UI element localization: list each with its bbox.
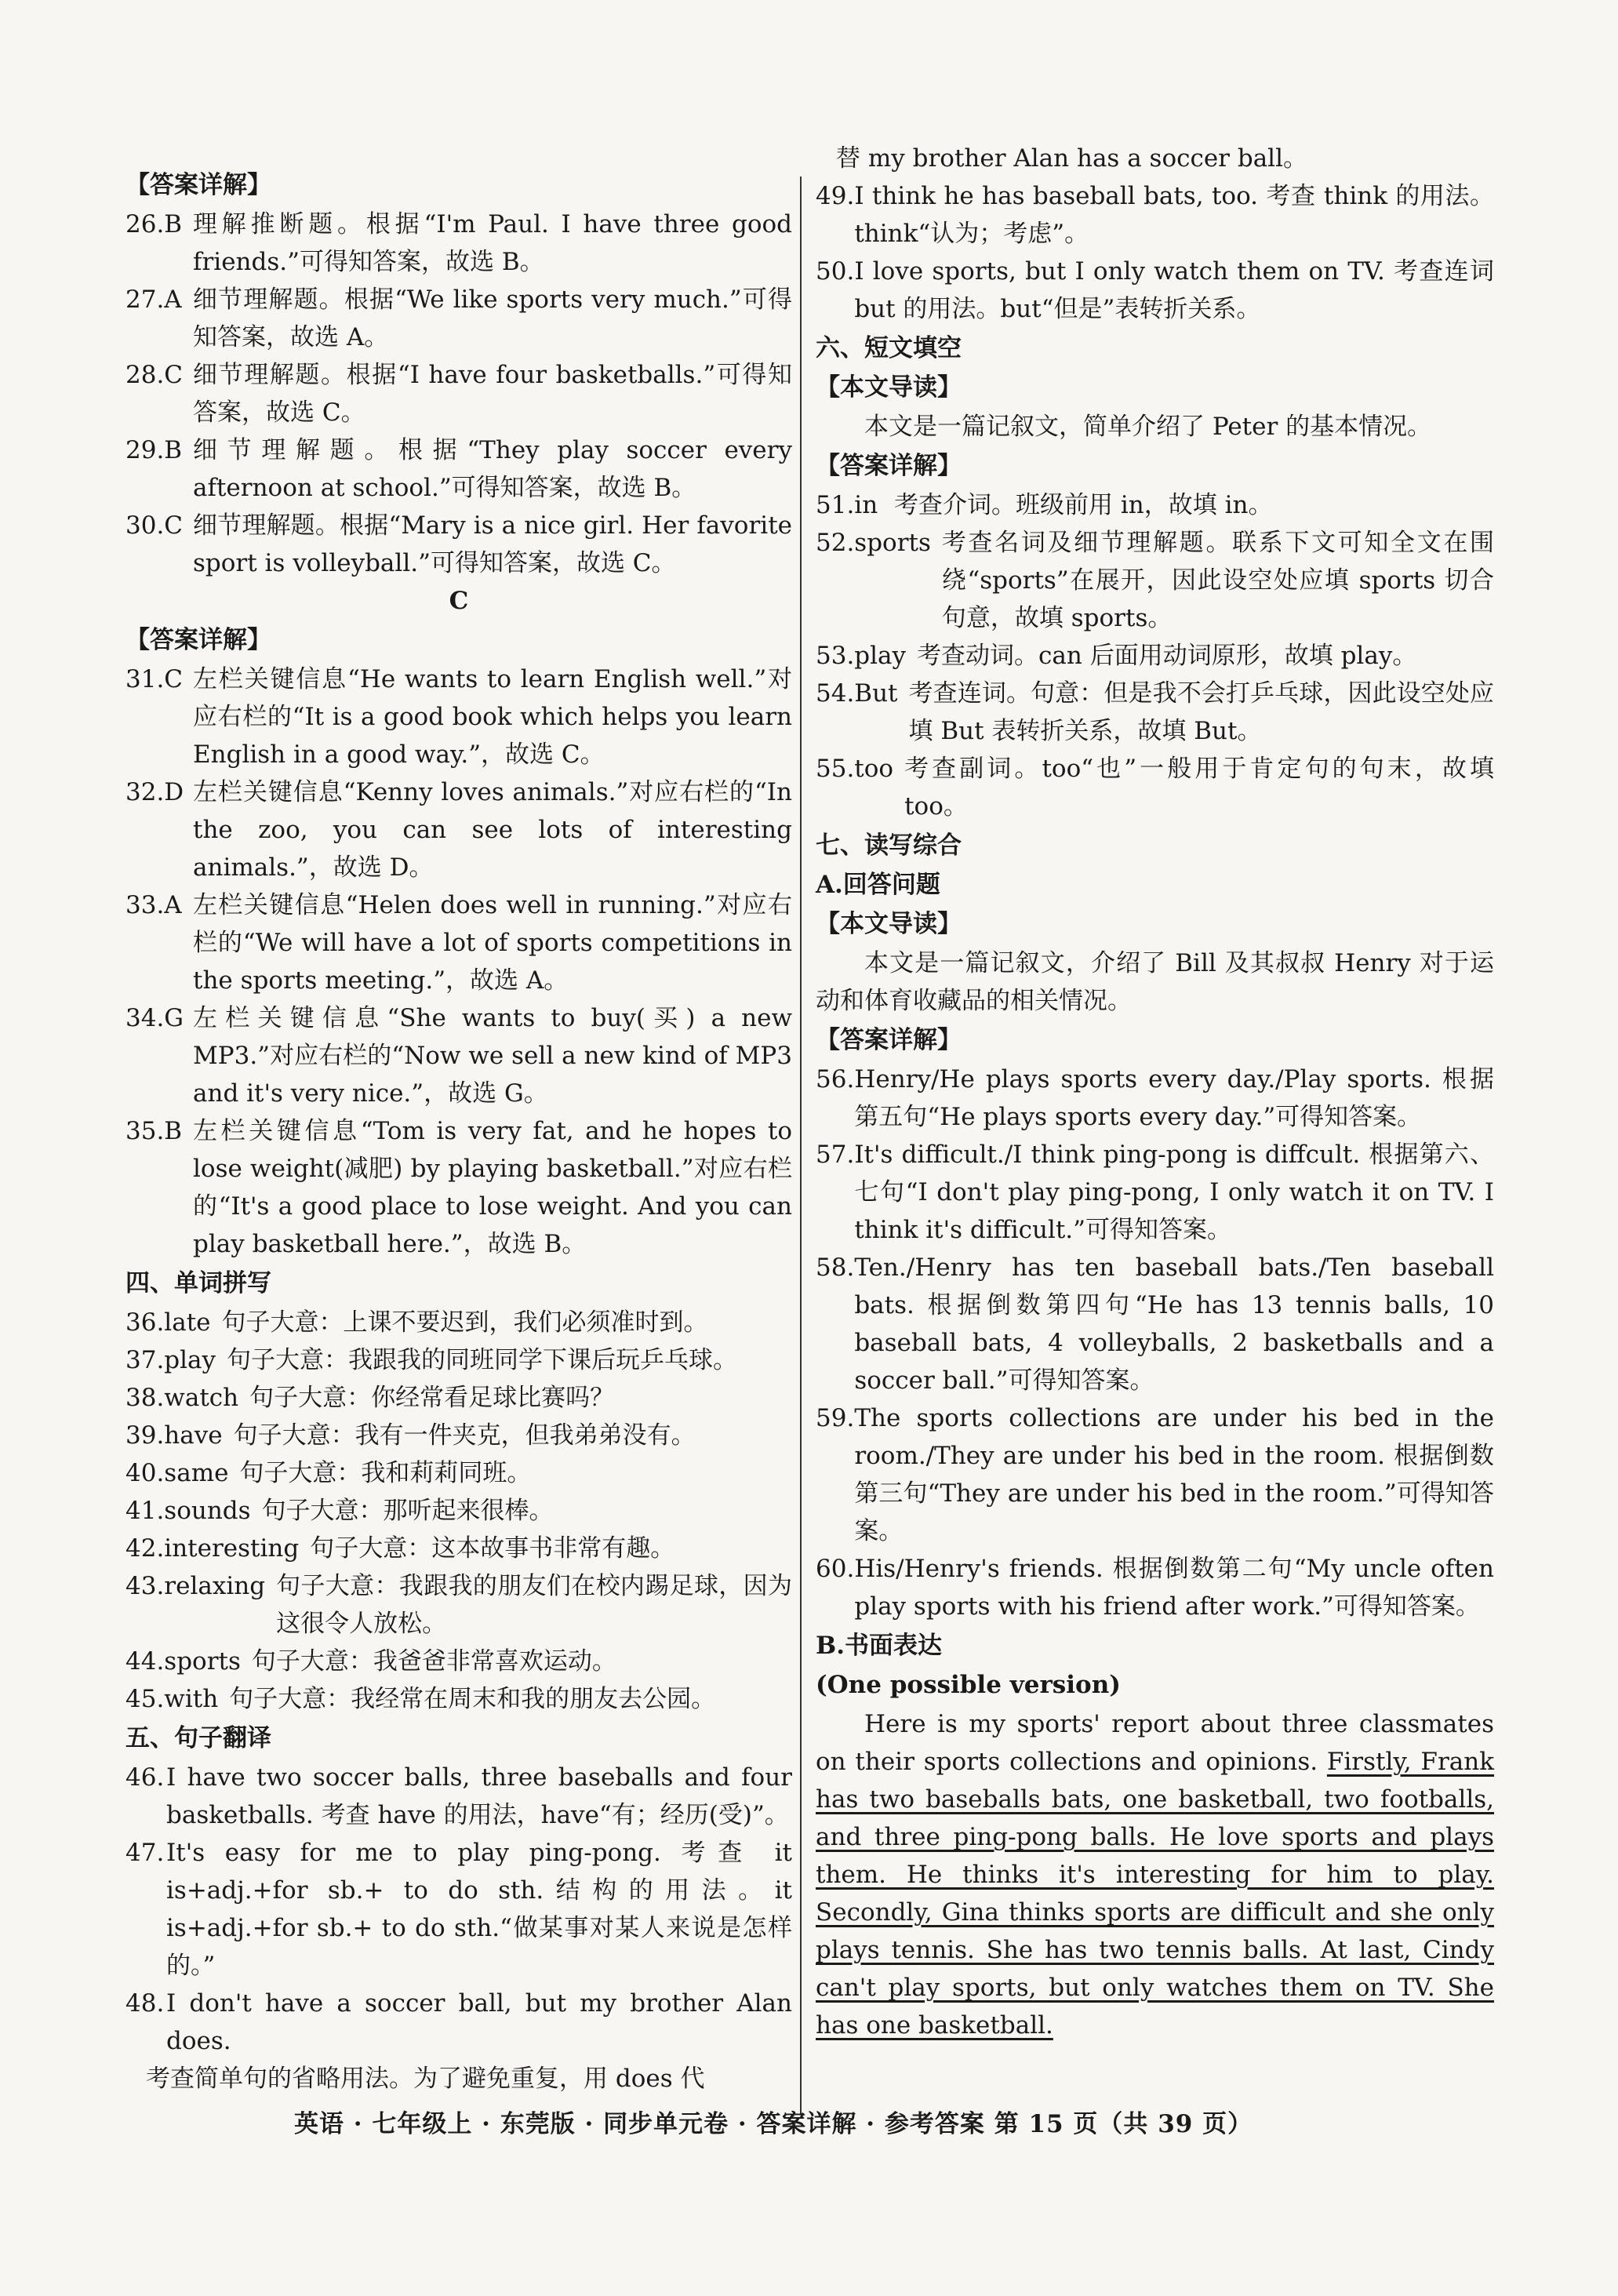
answer-item: 40.same 句子大意：我和莉莉同班。 [125,1459,532,1487]
answer-item: 29.B 细节理解题。根据“They play soccer every afternoon at school.”可得知答案，故选 B。 [125,436,792,502]
section-heading: 【本文导读】 [816,373,962,402]
answer-item: 27.A 细节理解题。根据“We like sports very much.”可得知答案，故选 A。 [125,286,792,351]
answer-item: 37.play 句子大意：我跟我的同班同学下课后玩乒乓球。 [125,1346,738,1374]
answer-item: 51.in 考查介词。班级前用 in，故填 in。 [816,491,1273,519]
answer-item: 44.sports 句子大意：我爸爸非常喜欢运动。 [125,1647,616,1676]
answer-item: 28.C 细节理解题。根据“I have four basketballs.”可得知答案，故选 C。 [125,361,792,427]
section-heading: 【答案详解】 [125,171,271,199]
answer-item: 26.B 理解推断题。根据“I'm Paul. I have three good friends.”可得知答案，故选 B。 [125,210,792,276]
answer-item: 32.D 左栏关键信息“Kenny loves animals.”对应右栏的“In the zoo, you can see lots of interesting animals.”，故选 D。 [125,778,792,882]
answer-item: 57. It's difficult./I think ping-pong is diffcult. 根据第六、七句“I don't play ping-pong, I only watch it on TV. I think it's difficult.”可得知答案。 [816,1141,1494,1244]
answer-item: 45.with 句子大意：我经常在周末和我的朋友去公园。 [125,1685,716,1713]
essay-intro: Here is my sports' report about three classmates on their sports collections and opinions. [816,1710,1494,1776]
section-heading: 【答案详解】 [125,626,271,654]
answer-item: 53.play 考查动词。can 后面用动词原形，故填 play。 [816,642,1417,670]
left-column [125,165,792,2098]
answer-item: 59. The sports collections are under his bed in the room./They are under his bed in the room. 根据倒数第三句“They are under his bed in the room.”可得知答案。 [816,1404,1494,1545]
guide-paragraph: 本文是一篇记叙文，介绍了 Bill 及其叔叔 Henry 对于运动和体育收藏品的相关情况。 [816,949,1494,1015]
answer-item: 50. I love sports, but I only watch them on TV. 考查连词 but 的用法。but“但是”表转折关系。 [816,257,1494,323]
answer-item: 31.C 左栏关键信息“He wants to learn English well.”对应右栏的“It is a good book which helps you learn English in a good way.”，故选 C。 [125,665,792,769]
version-label: (One possible version) [816,1671,1121,1699]
answer-item: 56. Henry/He plays sports every day./Play sports. 根据第五句“He plays sports every day.”可得知答案。 [816,1065,1494,1131]
answer-item: 38.watch 句子大意：你经常看足球比赛吗？ [125,1384,615,1412]
answer-item: 42.interesting 句子大意：这本故事书非常有趣。 [125,1534,675,1563]
section-heading: 【答案详解】 [816,1026,962,1054]
answer-item: 54.But 考查连词。句意：但是我不会打乒乓球，因此设空处应填 But 表转折关系，故填 But。 [816,679,1494,745]
essay [816,1705,1494,2044]
answer-item: 39.have 句子大意：我有一件夹克，但我弟弟没有。 [125,1421,696,1450]
answer-item: 35.B 左栏关键信息“Tom is very fat, and he hopes to lose weight(减肥) by playing basketball.”对应右栏的“It's a good place to lose weight. And you can play basketball here.”，故选 B。 [125,1117,792,1258]
answer-continuation: 替 my brother Alan has a soccer ball。 [836,144,1308,173]
page-footer: 英语 · 七年级上 · 东莞版 · 同步单元卷 · 答案详解 · 参考答案 第 15 页（共 39 页） [294,2110,1253,2138]
section-heading: A.回答问题 [816,871,940,899]
answer-item: 36.late 句子大意：上课不要迟到，我们必须准时到。 [125,1308,708,1337]
section-heading: 五、句子翻译 [125,1724,271,1752]
section-heading: 四、单词拼写 [125,1269,271,1297]
answer-item: 30.C 细节理解题。根据“Mary is a nice girl. Her favorite sport is volleyball.”可得知答案，故选 C。 [125,511,792,577]
answer-item: 52.sports 考查名词及细节理解题。联系下文可知全文在围绕“sports”在展开，因此设空处应填 sports 切合句意，故填 sports。 [816,529,1494,632]
essay-underlined: Firstly, Frank has two baseballs bats, one basketball, two footballs, and three ping-pong balls. He love sports and plays them. He thinks it's interesting for him to play. Secondly, Gina thinks sports are difficult and she only plays tennis. She has two tennis balls. At last, Cindy can't play sports, but only watches them on TV. She has one basketball. [816,1748,1494,2039]
section-heading: 六、短文填空 [816,334,962,362]
answer-continuation: 考查简单句的省略用法。为了避免重复，用 does 代 [146,2065,705,2093]
answer-item: 34.G 左栏关键信息“She wants to buy(买) a new MP3.”对应右栏的“Now we sell a new kind of MP3 and it's very nice.”，故选 G。 [125,1004,792,1108]
section-heading: B.书面表达 [816,1632,942,1660]
answer-item: 47. It's easy for me to play ping-pong. 考查 it is+adj.+for sb.+ to do sth.结构的用法。it is+adj.+for sb.+ to do sth.“做某事对某人来说是怎样的。” [125,1839,792,1980]
answer-item: 33.A 左栏关键信息“Helen does well in running.”对应右栏的“We will have a lot of sports competitions in the sports meeting.”，故选 A。 [125,891,792,995]
guide-paragraph: 本文是一篇记叙文，简单介绍了 Peter 的基本情况。 [864,413,1432,441]
answer-item: 43.relaxing 句子大意：我跟我的朋友们在校内踢足球，因为这很令人放松。 [125,1572,792,1638]
section-letter: C [449,587,469,615]
answer-item: 49. I think he has baseball bats, too. 考查 think 的用法。think“认为；考虑”。 [816,182,1494,248]
answer-item: 58. Ten./Henry has ten baseball bats./Ten baseball bats. 根据倒数第四句“He has 13 tennis balls, 10 baseball bats, 4 volleyballs, 2 basketballs and a soccer ball.”可得知答案。 [816,1254,1494,1395]
answer-item: 60. His/Henry's friends. 根据倒数第二句“My uncle often play sports with his friend after work.”可得知答案。 [816,1555,1494,1621]
answer-item: 55.too 考查副词。too“也”一般用于肯定句的句末，故填 too。 [816,755,1494,821]
right-column [816,140,1494,2044]
section-heading: 【本文导读】 [816,910,962,938]
column-divider [800,176,802,2114]
answer-item: 41.sounds 句子大意：那听起来很棒。 [125,1497,554,1525]
section-heading: 【答案详解】 [816,452,962,480]
answer-item: 48. I don't have a soccer ball, but my brother Alan does. [125,1989,792,2055]
section-heading: 七、读写综合 [816,831,962,860]
answer-item: 46. I have two soccer balls, three baseballs and four basketballs. 考查 have 的用法，have“有；经历(受)”。 [125,1763,792,1829]
